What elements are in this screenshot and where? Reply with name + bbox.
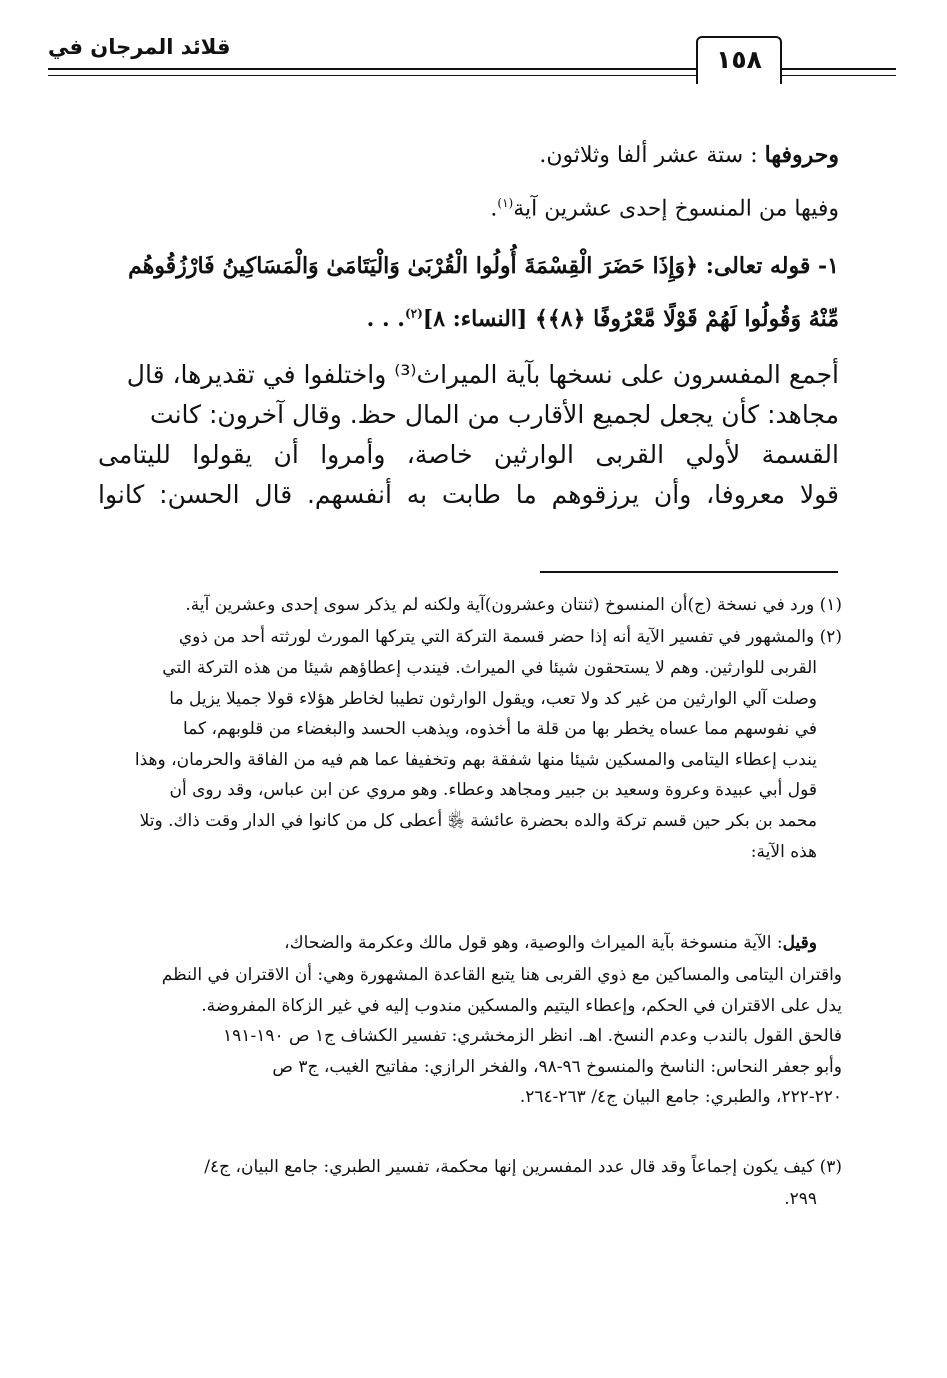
- footnote-line: (٢) والمشهور في تفسير الآية أنه إذا حضر قسمة التركة التي يتركها المورث لورثته أحد من ذوي: [178, 627, 842, 647]
- footnote-3: [106, 1152, 842, 1183]
- footnote-line: قول أبي عبيدة وعروة وسعيد بن جبير ومجاهد وعطاء. وهو مروي عن ابن عباس، وقد روى أن: [169, 780, 817, 801]
- wa-qil-text: : الآية منسوخة بآية الميراث والوصية، وهو قول مالك وعكرمة والضحاك،: [284, 933, 783, 953]
- footnote-line: محمد بن بكر حين قسم تركة والده بحضرة عائشة ﵂ أعطى كل من كانوا في الدار وقت ذاك. وتلا: [139, 810, 817, 831]
- footnote-line: ٢٩٩.: [784, 1189, 817, 1209]
- paragraph-line: قولا معروفا، وأن يرزقوهم ما طابت به أنفسهم. قال الحسن: كانوا: [98, 480, 839, 509]
- footnote-2-body: [106, 653, 817, 867]
- footnote-line: [106, 928, 817, 959]
- footnote-ref-1: (١): [497, 196, 514, 210]
- footnote-line: فالحق القول بالندب وعدم النسخ. اهـ. انظر الزمخشري: تفسير الكشاف ج١ ص ١٩٠-١٩١: [223, 1026, 842, 1047]
- verse-line-1: ١- قوله تعالى: ﴿وَإِذَا حَضَرَ الْقِسْمَةَ أُولُوا الْقُرْبَىٰ وَالْيَتَامَىٰ وَالْمَسَاكِينُ فَارْزُقُوهُم: [128, 253, 839, 279]
- main-paragraph: [98, 355, 839, 515]
- paragraph-line: أجمع المفسرون على نسخها بآية الميراث⁽³⁾ واختلفوا في تقديرها، قال: [126, 360, 839, 389]
- footnote-ref-2: (٢): [404, 306, 423, 321]
- verse-line-2: مِّنْهُ وَقُولُوا لَهُمْ قَوْلًا مَّعْرُوفًا ﴿٨﴾﴾ [النساء: ٨]$^{(٢)}$. . .: [366, 306, 839, 332]
- footnote-2-tail: [106, 960, 842, 1113]
- footnote-line: (٣) كيف يكون إجماعاً وقد قال عدد المفسرين إنها محكمة، تفسير الطبري: جامع البيان، ج٤/: [204, 1157, 842, 1177]
- footnote-1: [110, 590, 842, 621]
- footnote-line: في نفوسهم مما عساه يخطر بها من قلة ما أخذوه، ويذهب الحسد والبغضاء من قلوبهم، كما: [182, 719, 817, 740]
- footnote-line: هذه الآية:: [750, 841, 817, 862]
- paragraph-line: القسمة لأولي القربى الوارثين خاصة، وأمروا أن يقولوا لليتامى: [98, 440, 839, 469]
- footnote-line: واقتران اليتامى والمساكين مع ذوي القربى هنا يتبع القاعدة المشهورة وهي: أن الاقتران في النظم: [161, 965, 842, 985]
- letters-label: وحروفها: [764, 142, 839, 168]
- footnote-separator: [540, 571, 838, 573]
- footnote-line: يندب إعطاء اليتامى والمسكين شيئا منها شفقة بهم وتخفيفا عما هم فيه من الفاقة والحرمان، وهذا: [134, 749, 817, 770]
- wa-qil-label: وقيل: [782, 933, 817, 953]
- verse-text-2: مِّنْهُ وَقُولُوا لَهُمْ قَوْلًا مَّعْرُوفًا ﴿٨﴾﴾ [النساء: ٨]: [422, 306, 839, 332]
- letters-text: : ستة عشر ألفا وثلاثون.: [539, 143, 758, 168]
- footnote-line: القربى للوارثين. وهم لا يستحقون شيئا في الميراث. فيندب إعطاؤهم شيئا من هذه التركة التي: [162, 658, 817, 678]
- letters-count-line: [539, 142, 839, 168]
- page-number: ١٥٨: [716, 45, 762, 74]
- footnote-2-first-line: [106, 622, 842, 653]
- footnote-line: يدل على الاقتران في الحكم، وإعطاء اليتيم والمسكين مندوب إليه في غير الزكاة المفروضة.: [201, 995, 842, 1016]
- abrogated-text: وفيها من المنسوخ إحدى عشرين آية: [513, 196, 839, 222]
- running-title: قلائد المرجان في: [48, 35, 231, 59]
- footnote-2-wa-qil: [106, 928, 817, 959]
- abrogated-count-line: وفيها من المنسوخ إحدى عشرين آية$^{(١)}$.: [490, 196, 839, 222]
- footnote-3-tail: [106, 1184, 817, 1215]
- paragraph-line: مجاهد: كأن يجعل لجميع الأقارب من المال حظ. وقال آخرون: كانت: [150, 400, 839, 429]
- footnote-line: ٢٢٠-٢٢٢، والطبري: جامع البيان ج٤/ ٢٦٣-٢٦٤.: [519, 1087, 842, 1108]
- page-number-box: [696, 36, 782, 84]
- footnote-line: وصلت آلي الوارثين من غير كد ولا تعب، ويقول الوارثون تطيبا لخاطر هؤلاء قولا جميلا يزيل ما: [169, 688, 817, 709]
- footnote-line: وأبو جعفر النحاس: الناسخ والمنسوخ ٩٦-٩٨، والفخر الرازي: مفاتيح الغيب، ج٣ ص: [272, 1056, 842, 1077]
- footnote-line: (١) ورد في نسخة (ج)أن المنسوخ (ثنتان وعشرون)آية ولكنه لم يذكر سوى إحدى وعشرين آية.: [185, 595, 842, 615]
